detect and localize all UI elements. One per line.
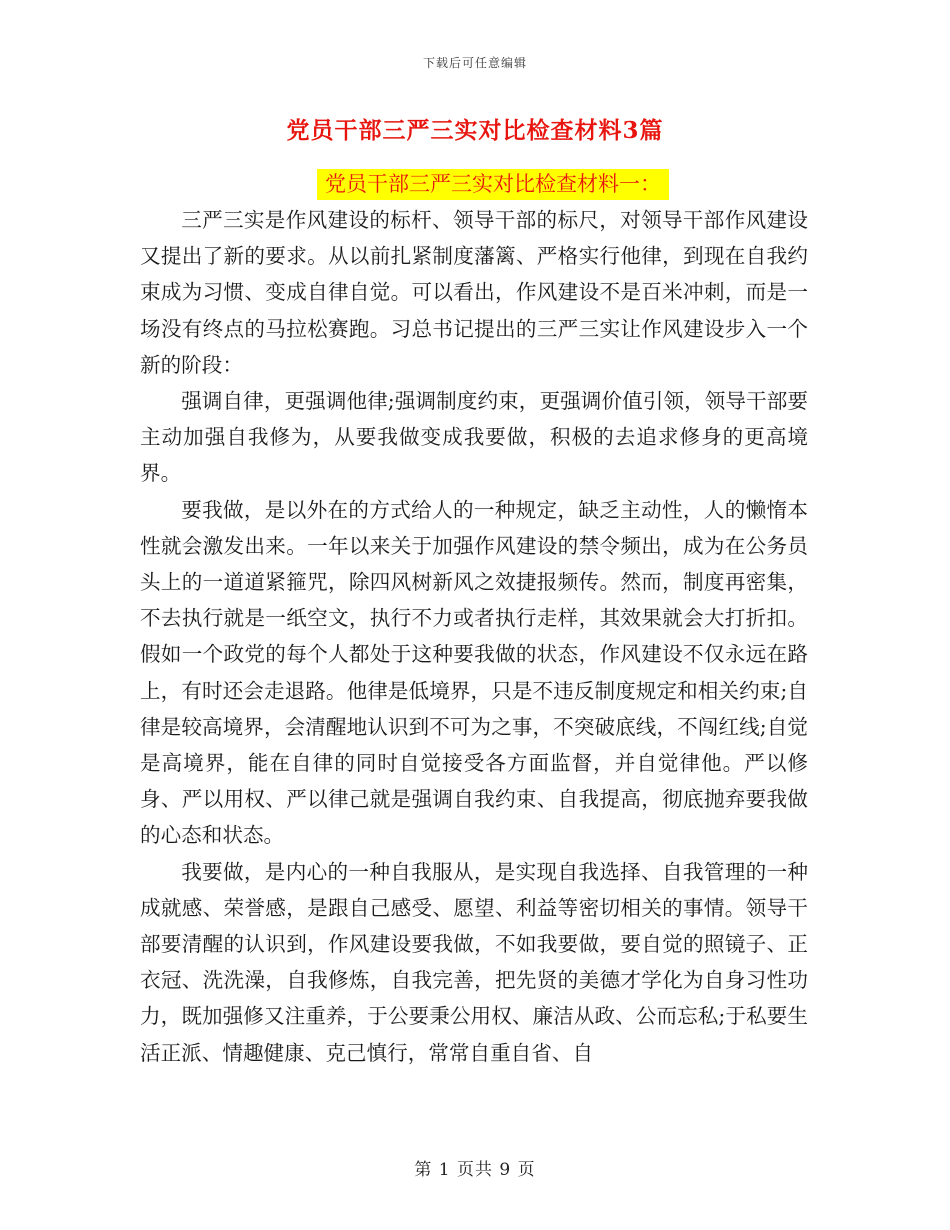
document-body [140,202,808,1071]
paragraph: 强调自律，更强调他律;强调制度约束，更强调价值引领，领导干部要主动加强自我修为，从要我做变成我要做，积极的去追求修身的更高境界。 [140,389,808,486]
section-title: 党员干部三严三实对比检查材料一： [317,169,669,200]
page-number: 第 1 页共 9 页 [414,1160,536,1180]
paragraph: 我要做，是内心的一种自我服从，是实现自我选择、自我管理的一种成就感、荣誉感，是跟自己感受、愿望、利益等密切相关的事情。领导干部要清醒的认识到，作风建设要我做，不如我要做，要自觉的照镜子、正衣冠、洗洗澡，自我修炼，自我完善，把先贤的美德才学化为自身习性功力，既加强修又注重养，于公要秉公用权、廉洁从政、公而忘私;于私要生活正派、情趣健康、克己慎行，常常自重自省、自 [140,859,808,1065]
document-title: 党员干部三严三实对比检查材料3篇 [286,117,664,144]
paragraph: 三严三实是作风建设的标杆、领导干部的标尺，对领导干部作风建设又提出了新的要求。从以前扎紧制度藩篱、严格实行他律，到现在自我约束成为习惯、变成自律自觉。可以看出，作风建设不是百米冲刺，而是一场没有终点的马拉松赛跑。习总书记提出的三严三实让作风建设步入一个新的阶段： [140,208,808,377]
section-title-row [0,169,950,200]
header-note: 下载后可任意编辑 [422,56,527,70]
paragraph: 要我做，是以外在的方式给人的一种规定，缺乏主动性，人的懒惰本性就会激发出来。一年以来关于加强作风建设的禁令频出，成为在公务员头上的一道道紧箍咒，除四风树新风之效捷报频传。然而，制度再密集，不去执行就是一纸空文，执行不力或者执行走样，其效果就会大打折扣。假如一个政党的每个人都处于这种要我做的状态，作风建设不仅永远在路上，有时还会走退路。他律是低境界，只是不违反制度规定和相关约束;自律是较高境界，会清醒地认识到不可为之事，不突破底线，不闯红线;自觉是高境界，能在自律的同时自觉接受各方面监督，并自觉律他。严以修身、严以用权、严以律己就是强调自我约束、自我提高，彻底抛弃要我做的心态和状态。 [140,497,808,848]
